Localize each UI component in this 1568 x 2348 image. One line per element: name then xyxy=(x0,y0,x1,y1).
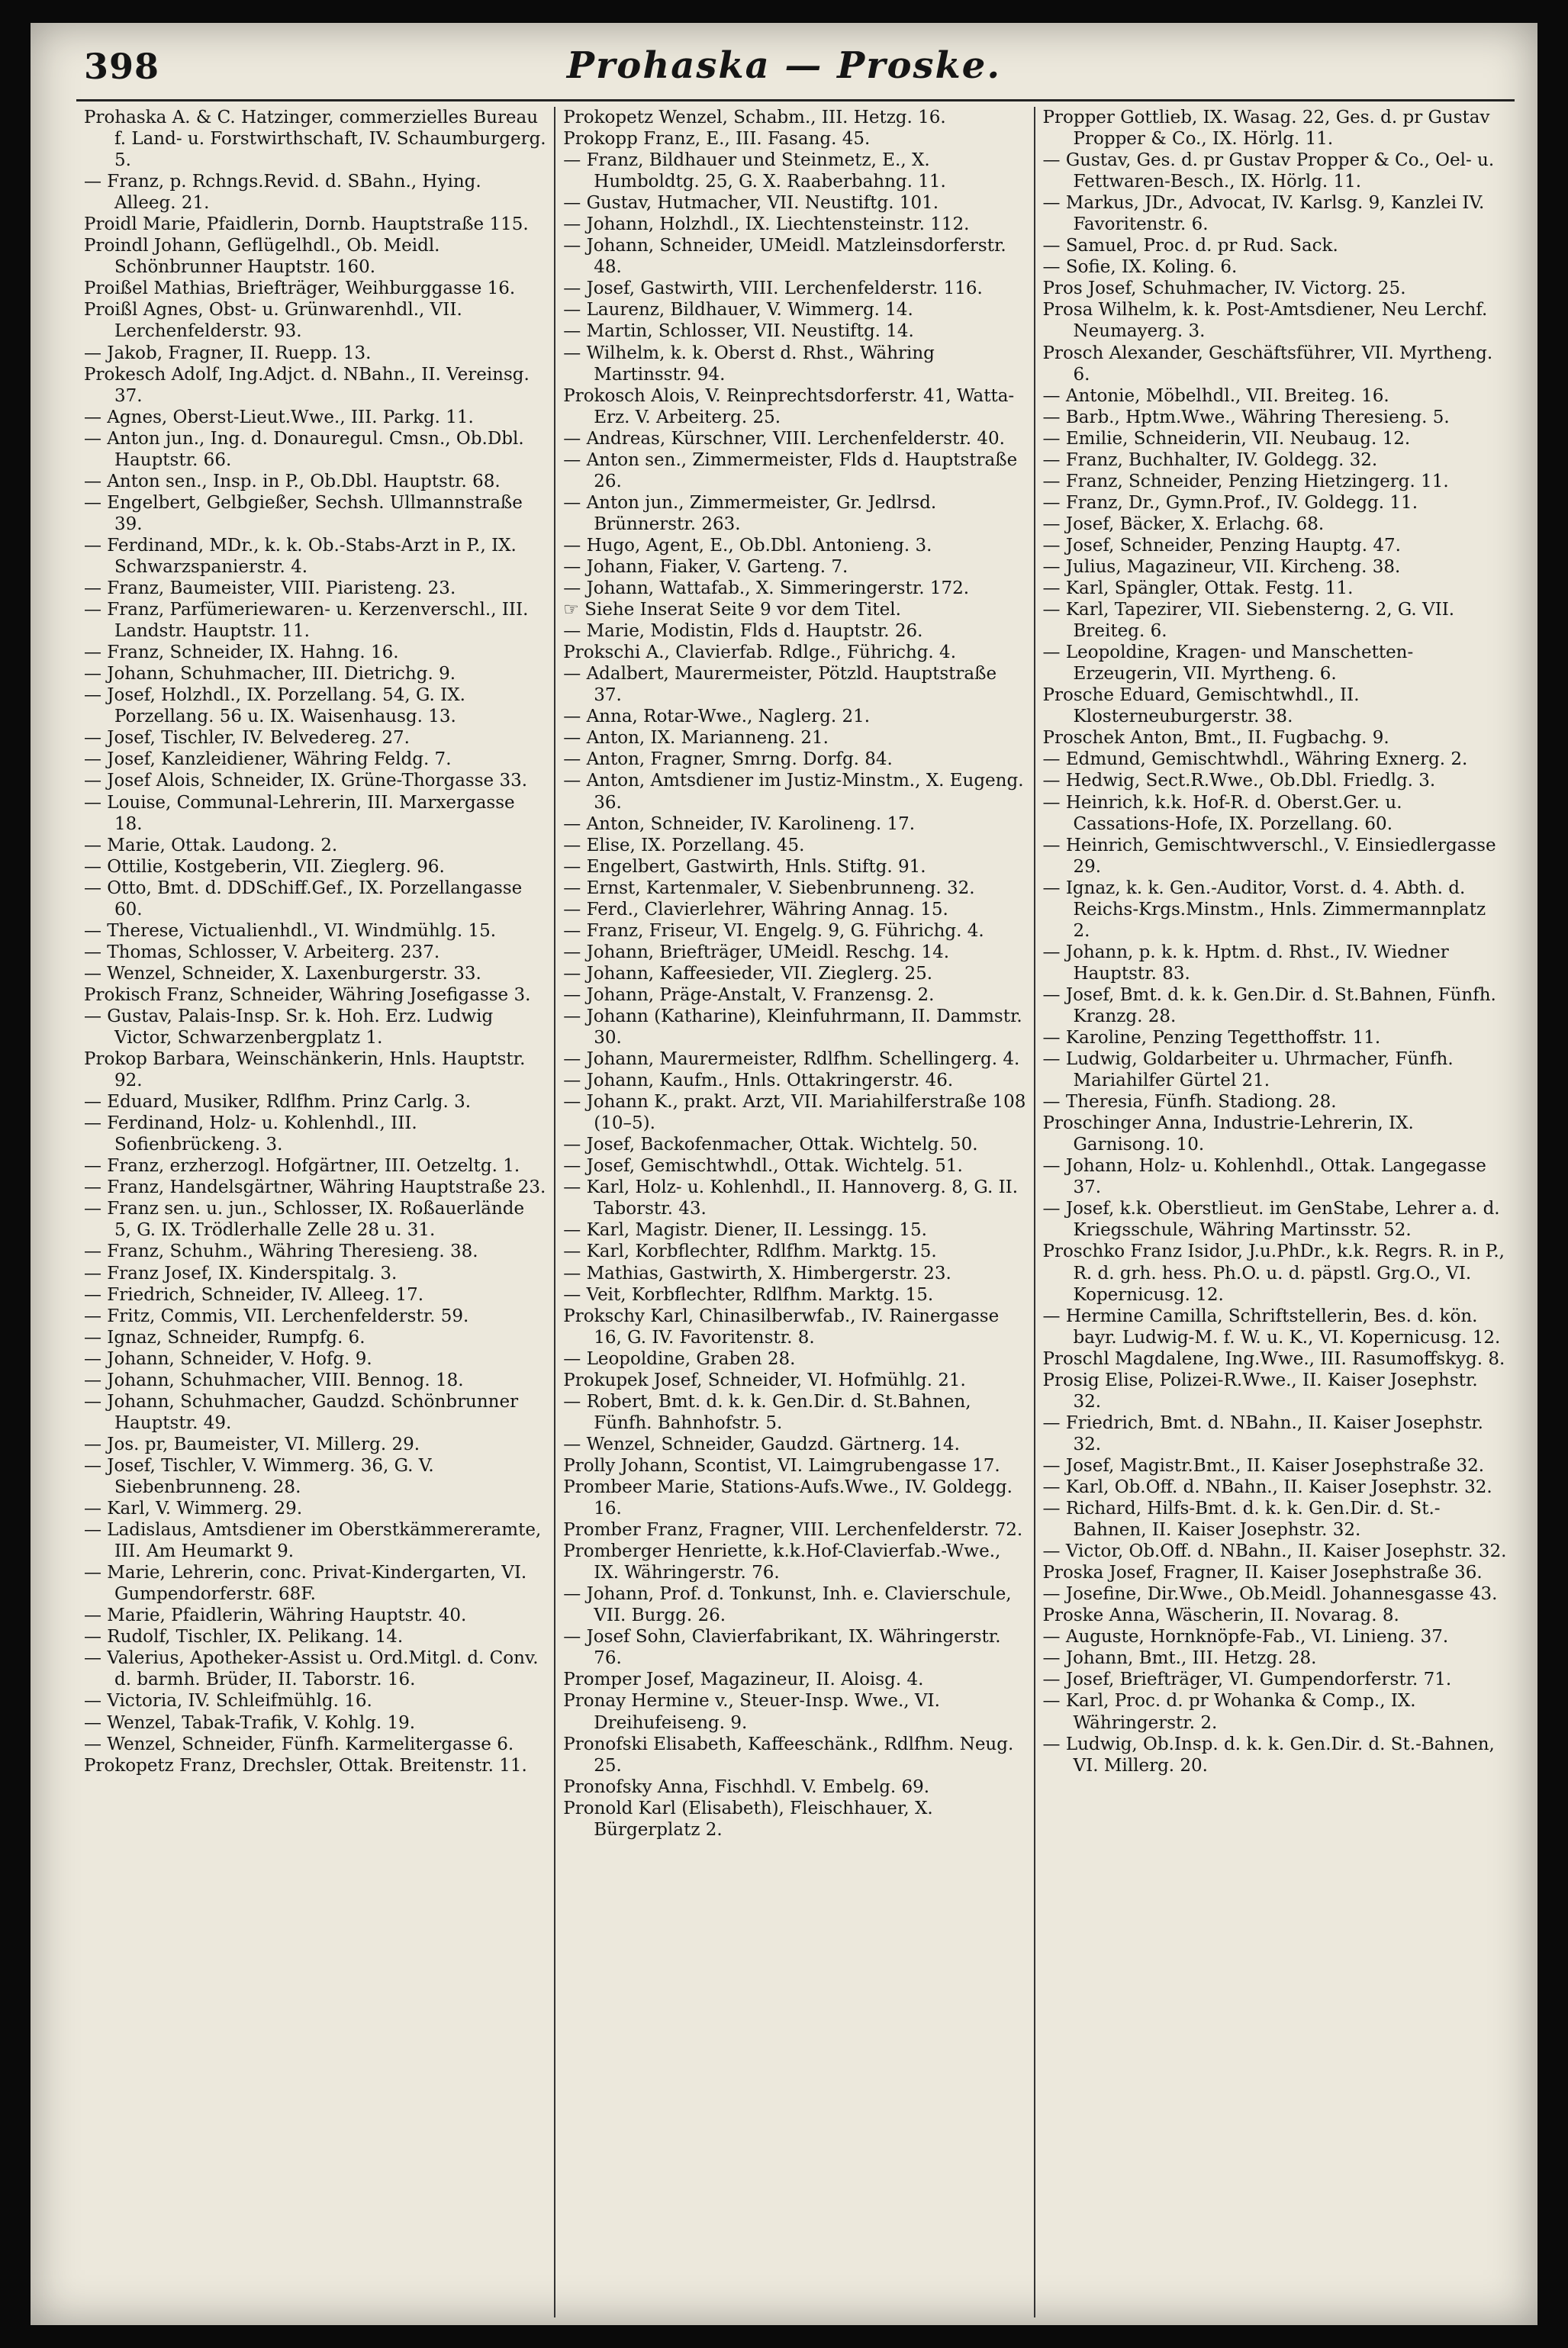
directory-entry: — Adalbert, Maurermeister, Pötzld. Hauptstraße 37. xyxy=(563,664,997,706)
directory-entry: — Franz Josef, IX. Kinderspitalg. 3. xyxy=(84,1263,398,1284)
directory-entry: Proindl Johann, Geflügelhdl., Ob. Meidl. Schönbrunner Hauptstr. 160. xyxy=(84,236,440,278)
directory-entry: — Antonie, Möbelhdl., VII. Breiteg. 16. xyxy=(1042,385,1389,406)
directory-entry: Pronofsky Anna, Fischhdl. V. Embelg. 69. xyxy=(563,1776,930,1797)
directory-entry: — Johann, Schuhmacher, III. Dietrichg. 9. xyxy=(84,664,456,684)
directory-entry: — Ignaz, k. k. Gen.-Auditor, Vorst. d. 4. Abth. d. Reichs-Krgs.Minstm., Hnls. Zimmermannplatz 2. xyxy=(1042,878,1486,941)
running-head: Prohaska — Proske. xyxy=(566,44,1002,87)
directory-entry: — Franz, Parfümeriewaren- u. Kerzenverschl., III. Landstr. Hauptstr. 11. xyxy=(84,600,529,642)
directory-entry: Prokop Barbara, Weinschänkerin, Hnls. Hauptstr. 92. xyxy=(84,1049,526,1091)
directory-entry: — Johann, Bmt., III. Hetzg. 28. xyxy=(1042,1648,1317,1669)
directory-entry: — Josef, Tischler, IV. Belvedereg. 27. xyxy=(84,728,410,749)
directory-entry: — Johann, Schuhmacher, Gaudzd. Schönbrunner Hauptstr. 49. xyxy=(84,1391,519,1433)
column-2 xyxy=(555,107,1035,2317)
directory-entry: — Sofie, IX. Koling. 6. xyxy=(1042,257,1238,278)
directory-entry: — Johann, Schneider, V. Hofg. 9. xyxy=(84,1348,372,1369)
directory-entry: — Martin, Schlosser, VII. Neustiftg. 14. xyxy=(563,321,914,342)
directory-entry: Prokopetz Wenzel, Schabm., III. Hetzg. 16. xyxy=(563,108,946,127)
directory-entry: — Anton jun., Ing. d. Donauregul. Cmsn., Ob.Dbl. Hauptstr. 66. xyxy=(84,428,524,470)
directory-entry: Prokisch Franz, Schneider, Währing Josefigasse 3. xyxy=(84,984,531,1005)
directory-entry: — Leopoldine, Graben 28. xyxy=(563,1348,796,1369)
directory-page xyxy=(31,23,1537,2325)
column-3 xyxy=(1035,107,1515,2317)
directory-entry: Promper Josef, Magazineur, II. Aloisg. 4. xyxy=(563,1670,924,1690)
directory-entry: — Josef, Gemischtwhdl., Ottak. Wichtelg. 51. xyxy=(563,1156,963,1177)
directory-entry: — Ignaz, Schneider, Rumpfg. 6. xyxy=(84,1327,365,1348)
directory-entry: — Markus, JDr., Advocat, IV. Karlsg. 9, Kanzlei IV. Favoritenstr. 6. xyxy=(1042,193,1485,235)
directory-entry: Promberger Henriette, k.k.Hof-Clavierfab.-Wwe., IX. Währingerstr. 76. xyxy=(563,1541,1001,1583)
header-rule xyxy=(76,99,1515,101)
directory-entry: — Victoria, IV. Schleifmühlg. 16. xyxy=(84,1691,372,1712)
directory-entry: — Hermine Camilla, Schriftstellerin, Bes. d. kön. bayr. Ludwig-M. f. W. u. K., VI. Kopernicusg. 12. xyxy=(1042,1306,1501,1348)
directory-entry: Prombeer Marie, Stations-Aufs.Wwe., IV. Goldegg. 16. xyxy=(563,1477,1013,1519)
directory-entry: — Franz, Schuhm., Währing Theresieng. 38. xyxy=(84,1242,478,1262)
directory-entry: — Karl, Korbflechter, Rdlfhm. Marktg. 15. xyxy=(563,1242,937,1262)
directory-entry: — Fritz, Commis, VII. Lerchenfelderstr. 59. xyxy=(84,1306,469,1326)
directory-entry: — Wenzel, Tabak-Trafik, V. Kohlg. 19. xyxy=(84,1712,416,1733)
directory-entry: — Johann, Wattafab., X. Simmeringerstr. 172. xyxy=(563,578,970,599)
directory-entry: — Josef, Magistr.Bmt., II. Kaiser Josephstraße 32. xyxy=(1042,1455,1485,1476)
directory-entry: — Eduard, Musiker, Rdlfhm. Prinz Carlg. 3. xyxy=(84,1092,472,1113)
directory-entry: Prosch Alexander, Geschäftsführer, VII. Myrtheng. 6. xyxy=(1042,343,1493,385)
directory-entry: — Johann, Fiaker, V. Garteng. 7. xyxy=(563,556,848,577)
directory-entry: — Victor, Ob.Off. d. NBahn., II. Kaiser Josephstr. 32. xyxy=(1042,1541,1507,1562)
directory-entry: — Julius, Magazineur, VII. Kircheng. 38. xyxy=(1042,556,1401,577)
directory-entry: — Jos. pr, Baumeister, VI. Millerg. 29. xyxy=(84,1434,420,1454)
directory-entry: Proißl Agnes, Obst- u. Grünwarenhdl., VII. Lerchenfelderstr. 93. xyxy=(84,300,462,342)
directory-entry: — Franz, Dr., Gymn.Prof., IV. Goldegg. 11. xyxy=(1042,492,1418,513)
directory-entry: Pros Josef, Schuhmacher, IV. Victorg. 25. xyxy=(1042,279,1406,299)
directory-entry: — Franz, Buchhalter, IV. Goldegg. 32. xyxy=(1042,449,1378,470)
directory-entry: Propper Gottlieb, IX. Wasag. 22, Ges. d. pr Gustav Propper & Co., IX. Hörlg. 11. xyxy=(1042,108,1490,150)
directory-entry: — Gustav, Ges. d. pr Gustav Propper & Co., Oel- u. Fettwaren-Besch., IX. Hörlg. 11. xyxy=(1042,150,1495,192)
directory-entry: Pronold Karl (Elisabeth), Fleischhauer, X. Bürgerplatz 2. xyxy=(563,1798,933,1840)
directory-entry: Prokschi A., Clavierfab. Rdlge., Führichg. 4. xyxy=(563,643,957,663)
directory-entry: — Friedrich, Schneider, IV. Alleeg. 17. xyxy=(84,1284,424,1305)
directory-entry: — Engelbert, Gelbgießer, Sechsh. Ullmannstraße 39. xyxy=(84,492,523,534)
directory-entry: — Jakob, Fragner, II. Ruepp. 13. xyxy=(84,343,372,363)
directory-entry: — Richard, Hilfs-Bmt. d. k. k. Gen.Dir. d. St.-Bahnen, II. Kaiser Josephstr. 32. xyxy=(1042,1499,1441,1541)
directory-entry: Proschko Franz Isidor, J.u.PhDr., k.k. Regrs. R. in P., R. d. grh. hess. Ph.O. u. d. päpstl. Grg.O., VI. Kopernicusg. 12. xyxy=(1042,1242,1505,1305)
page-header xyxy=(31,23,1537,107)
directory-entry: — Leopoldine, Kragen- und Manschetten-Erzeugerin, VII. Myrtheng. 6. xyxy=(1042,643,1414,684)
directory-entry: — Anna, Rotar-Wwe., Naglerg. 21. xyxy=(563,707,871,727)
directory-entry: Prokupek Josef, Schneider, VI. Hofmühlg. 21. xyxy=(563,1370,966,1390)
directory-entry: — Heinrich, k.k. Hof-R. d. Oberst.Ger. u. Cassations-Hofe, IX. Porzellang. 60. xyxy=(1042,792,1402,834)
directory-entry: — Edmund, Gemischtwhdl., Währing Exnerg. 2. xyxy=(1042,749,1468,770)
directory-entry: Proschinger Anna, Industrie-Lehrerin, IX. Garnisong. 10. xyxy=(1042,1113,1414,1155)
directory-entry: — Ladislaus, Amtsdiener im Oberstkämmereramte, III. Am Heumarkt 9. xyxy=(84,1520,542,1562)
directory-entry: — Josef, Holzhdl., IX. Porzellang. 54, G. IX. Porzellang. 56 u. IX. Waisenhausg. 13. xyxy=(84,685,465,727)
directory-entry: — Samuel, Proc. d. pr Rud. Sack. xyxy=(1042,236,1338,256)
directory-entry: — Josef Alois, Schneider, IX. Grüne-Thorgasse 33. xyxy=(84,771,528,791)
directory-entry: — Marie, Modistin, Flds d. Hauptstr. 26. xyxy=(563,621,923,642)
directory-entry: — Ferd., Clavierlehrer, Währing Annag. 15. xyxy=(563,899,948,920)
directory-entry: — Hugo, Agent, E., Ob.Dbl. Antonieng. 3. xyxy=(563,535,932,556)
directory-entry: Pronofski Elisabeth, Kaffeeschänk., Rdlfhm. Neug. 25. xyxy=(563,1734,1014,1776)
directory-entry: — Franz sen. u. jun., Schlosser, IX. Roßauerlände 5, G. IX. Trödlerhalle Zelle 28 u. 31. xyxy=(84,1199,525,1241)
directory-entry: — Anton sen., Zimmermeister, Flds d. Hauptstraße 26. xyxy=(563,449,1018,491)
directory-entry: Prokopp Franz, E., III. Fasang. 45. xyxy=(563,129,871,150)
directory-entry: — Therese, Victualienhdl., VI. Windmühlg. 15. xyxy=(84,920,497,941)
directory-entry: — Mathias, Gastwirth, X. Himbergerstr. 23. xyxy=(563,1263,951,1284)
directory-entry: — Karoline, Penzing Tegetthoffstr. 11. xyxy=(1042,1028,1381,1048)
directory-entry: — Franz, Handelsgärtner, Währing Hauptstraße 23. xyxy=(84,1177,546,1198)
directory-entry: — Wenzel, Schneider, Gaudzd. Gärtnerg. 14. xyxy=(563,1434,960,1454)
directory-entry: — Robert, Bmt. d. k. k. Gen.Dir. d. St.Bahnen, Fünfh. Bahnhofstr. 5. xyxy=(563,1391,971,1433)
directory-entry: — Marie, Lehrerin, conc. Privat-Kindergarten, VI. Gumpendorferstr. 68F. xyxy=(84,1563,527,1605)
directory-entry: — Josef, Tischler, V. Wimmerg. 36, G. V. Siebenbrunneng. 28. xyxy=(84,1455,434,1497)
directory-entry: Proißel Mathias, Briefträger, Weihburggasse 16. xyxy=(84,279,516,299)
directory-entry: — Wilhelm, k. k. Oberst d. Rhst., Währing Martinsstr. 94. xyxy=(563,343,935,385)
directory-entry: — Josef, Bmt. d. k. k. Gen.Dir. d. St.Bahnen, Fünfh. Kranzg. 28. xyxy=(1042,984,1496,1026)
directory-entry: — Marie, Pfaidlerin, Währing Hauptstr. 40. xyxy=(84,1606,467,1626)
directory-entry: — Anton, Schneider, IV. Karolineng. 17. xyxy=(563,813,916,834)
directory-entry: ☞ Siehe Inserat Seite 9 vor dem Titel. xyxy=(563,600,901,620)
directory-entry: Prohaska A. & C. Hatzinger, commerzielles Bureau f. Land- u. Forstwirthschaft, IV. Schaumburgerg. 5. xyxy=(84,108,546,171)
directory-entry: — Wenzel, Schneider, X. Laxenburgerstr. 33. xyxy=(84,963,481,984)
directory-entry: — Heinrich, Gemischtwverschl., V. Einsiedlergasse 29. xyxy=(1042,835,1496,877)
directory-entry: — Johann, Maurermeister, Rdlfhm. Schellingerg. 4. xyxy=(563,1049,1020,1070)
directory-entry: — Ludwig, Ob.Insp. d. k. k. Gen.Dir. d. St.-Bahnen, VI. Millerg. 20. xyxy=(1042,1734,1495,1776)
directory-entry: — Johann K., prakt. Arzt, VII. Mariahilferstraße 108 (10–5). xyxy=(563,1092,1026,1134)
directory-entry: — Josef, Schneider, Penzing Hauptg. 47. xyxy=(1042,535,1401,556)
directory-entry: — Rudolf, Tischler, IX. Pelikang. 14. xyxy=(84,1627,404,1647)
directory-entry: — Johann, Schneider, UMeidl. Matzleinsdorferstr. 48. xyxy=(563,236,1006,278)
directory-entry: Prolly Johann, Scontist, VI. Laimgrubengasse 17. xyxy=(563,1455,1000,1476)
directory-entry: Prosa Wilhelm, k. k. Post-Amtsdiener, Neu Lerchf. Neumayerg. 3. xyxy=(1042,300,1488,342)
directory-entry: — Anton, IX. Marianneng. 21. xyxy=(563,728,829,749)
directory-entry: — Andreas, Kürschner, VIII. Lerchenfelderstr. 40. xyxy=(563,428,1005,449)
directory-entry: — Johann, Kaufm., Hnls. Ottakringerstr. 46. xyxy=(563,1071,954,1091)
column-1 xyxy=(76,107,555,2317)
directory-entry: — Josef, Briefträger, VI. Gumpendorferstr. 71. xyxy=(1042,1670,1452,1690)
directory-entry: — Auguste, Hornknöpfe-Fab., VI. Linieng. 37. xyxy=(1042,1627,1449,1647)
directory-entry: — Hedwig, Sect.R.Wwe., Ob.Dbl. Friedlg. 3. xyxy=(1042,771,1436,791)
directory-entry: Prosig Elise, Polizei-R.Wwe., II. Kaiser Josephstr. 32. xyxy=(1042,1370,1478,1412)
directory-entry: — Franz, Baumeister, VIII. Piaristeng. 23. xyxy=(84,578,456,599)
directory-entry: — Josef, Backofenmacher, Ottak. Wichtelg. 50. xyxy=(563,1135,978,1155)
directory-entry: — Johann, Kaffeesieder, VII. Zieglerg. 25. xyxy=(563,963,933,984)
directory-entry: — Wenzel, Schneider, Fünfh. Karmelitergasse 6. xyxy=(84,1734,514,1754)
directory-entry: — Theresia, Fünfh. Stadiong. 28. xyxy=(1042,1092,1337,1113)
directory-entry: — Karl, Holz- u. Kohlenhdl., II. Hannoverg. 8, G. II. Taborstr. 43. xyxy=(563,1177,1019,1219)
directory-entry: — Josef Sohn, Clavierfabrikant, IX. Währingerstr. 76. xyxy=(563,1627,1001,1669)
directory-entry: — Johann, Prof. d. Tonkunst, Inh. e. Clavierschule, VII. Burgg. 26. xyxy=(563,1584,1012,1626)
directory-entry: Proschek Anton, Bmt., II. Fugbachg. 9. xyxy=(1042,728,1389,749)
directory-entry: — Ludwig, Goldarbeiter u. Uhrmacher, Fünfh. Mariahilfer Gürtel 21. xyxy=(1042,1049,1454,1091)
directory-entry: — Anton jun., Zimmermeister, Gr. Jedlrsd. Brünnerstr. 263. xyxy=(563,492,937,534)
directory-entry: — Karl, Magistr. Diener, II. Lessingg. 15. xyxy=(563,1220,927,1241)
directory-entry: Prokesch Adolf, Ing.Adjct. d. NBahn., II. Vereinsg. 37. xyxy=(84,364,530,406)
directory-entry: — Ferdinand, Holz- u. Kohlenhdl., III. Sofienbrückeng. 3. xyxy=(84,1113,417,1155)
directory-entry: — Louise, Communal-Lehrerin, III. Marxergasse 18. xyxy=(84,792,515,834)
directory-entry: — Johann, Holzhdl., IX. Liechtensteinstr. 112. xyxy=(563,214,970,235)
directory-entry: — Veit, Korbflechter, Rdlfhm. Marktg. 15. xyxy=(563,1284,934,1305)
directory-entry: — Johann, Briefträger, UMeidl. Reschg. 14. xyxy=(563,942,950,962)
directory-entry: — Anton sen., Insp. in P., Ob.Dbl. Hauptstr. 68. xyxy=(84,471,501,491)
directory-entry: — Josef, k.k. Oberstlieut. im GenStabe, Lehrer a. d. Kriegsschule, Währing Martinsstr. 52. xyxy=(1042,1199,1500,1241)
directory-entry: — Johann, Präge-Anstalt, V. Franzensg. 2. xyxy=(563,984,935,1005)
directory-entry: — Elise, IX. Porzellang. 45. xyxy=(563,835,805,855)
directory-entry: — Josef, Kanzleidiener, Währing Feldg. 7. xyxy=(84,749,452,770)
directory-entry: Pronay Hermine v., Steuer-Insp. Wwe., VI. Dreihufeiseng. 9. xyxy=(563,1691,940,1733)
directory-entry: Proska Josef, Fragner, II. Kaiser Josephstraße 36. xyxy=(1042,1563,1483,1583)
directory-entry: — Franz, p. Rchngs.Revid. d. SBahn., Hying. Alleeg. 21. xyxy=(84,172,481,214)
directory-entry: Prokopetz Franz, Drechsler, Ottak. Breitenstr. 11. xyxy=(84,1755,527,1776)
directory-entry: — Johann, Schuhmacher, VIII. Bennog. 18. xyxy=(84,1370,464,1390)
directory-entry: — Anton, Amtsdiener im Justiz-Minstm., X. Eugeng. 36. xyxy=(563,771,1024,813)
directory-entry: — Franz, Bildhauer und Steinmetz, E., X. Humboldtg. 25, G. X. Raaberbahng. 11. xyxy=(563,150,946,192)
directory-entry: — Karl, Tapezirer, VII. Siebensterng. 2, G. VII. Breiteg. 6. xyxy=(1042,600,1455,642)
directory-entry: — Ottilie, Kostgeberin, VII. Zieglerg. 96. xyxy=(84,856,445,877)
directory-entry: Prokosch Alois, V. Reinprechtsdorferstr. 41, Watta-Erz. V. Arbeiterg. 25. xyxy=(563,385,1015,427)
directory-entry: — Johann (Katharine), Kleinfuhrmann, II. Dammstr. 30. xyxy=(563,1006,1022,1048)
directory-entry: — Gustav, Hutmacher, VII. Neustiftg. 101. xyxy=(563,193,939,214)
directory-entry: — Thomas, Schlosser, V. Arbeiterg. 237. xyxy=(84,942,440,962)
directory-entry: — Barb., Hptm.Wwe., Währing Theresieng. 5. xyxy=(1042,407,1450,427)
directory-entry: — Ernst, Kartenmaler, V. Siebenbrunneng. 32. xyxy=(563,878,975,898)
columns xyxy=(76,107,1515,2317)
directory-entry: Promber Franz, Fragner, VIII. Lerchenfelderstr. 72. xyxy=(563,1520,1023,1541)
directory-entry: — Josefine, Dir.Wwe., Ob.Meidl. Johannesgasse 43. xyxy=(1042,1584,1498,1605)
directory-entry: — Laurenz, Bildhauer, V. Wimmerg. 14. xyxy=(563,300,913,320)
directory-entry: — Karl, V. Wimmerg. 29. xyxy=(84,1499,303,1519)
directory-entry: — Johann, p. k. k. Hptm. d. Rhst., IV. Wiedner Hauptstr. 83. xyxy=(1042,942,1449,984)
directory-entry: — Franz, Schneider, IX. Hahng. 16. xyxy=(84,643,399,663)
directory-entry: — Franz, Friseur, VI. Engelg. 9, G. Führichg. 4. xyxy=(563,920,984,941)
directory-entry: — Karl, Spängler, Ottak. Festg. 11. xyxy=(1042,578,1354,599)
directory-entry: — Ferdinand, MDr., k. k. Ob.-Stabs-Arzt in P., IX. Schwarzspanierstr. 4. xyxy=(84,535,517,577)
directory-entry: — Otto, Bmt. d. DDSchiff.Gef., IX. Porzellangasse 60. xyxy=(84,878,523,920)
directory-entry: — Franz, erzherzogl. Hofgärtner, III. Oetzeltg. 1. xyxy=(84,1156,520,1177)
directory-entry: — Friedrich, Bmt. d. NBahn., II. Kaiser Josephstr. 32. xyxy=(1042,1412,1483,1454)
directory-entry: — Johann, Holz- u. Kohlenhdl., Ottak. Langegasse 37. xyxy=(1042,1156,1486,1198)
directory-entry: — Karl, Ob.Off. d. NBahn., II. Kaiser Josephstr. 32. xyxy=(1042,1477,1492,1497)
directory-entry: — Josef, Gastwirth, VIII. Lerchenfelderstr. 116. xyxy=(563,279,983,299)
directory-entry: Proske Anna, Wäscherin, II. Novarag. 8. xyxy=(1042,1606,1399,1626)
directory-entry: — Engelbert, Gastwirth, Hnls. Stiftg. 91. xyxy=(563,856,926,877)
directory-entry: Prokschy Karl, Chinasilberwfab., IV. Rainergasse 16, G. IV. Favoritenstr. 8. xyxy=(563,1306,1000,1348)
directory-entry: — Agnes, Oberst-Lieut.Wwe., III. Parkg. 11. xyxy=(84,407,474,427)
directory-entry: Prosche Eduard, Gemischtwhdl., II. Klosterneuburgerstr. 38. xyxy=(1042,685,1360,727)
directory-entry: — Josef, Bäcker, X. Erlachg. 68. xyxy=(1042,514,1325,534)
directory-entry: — Karl, Proc. d. pr Wohanka & Comp., IX. Währingerstr. 2. xyxy=(1042,1691,1416,1733)
directory-entry: — Marie, Ottak. Laudong. 2. xyxy=(84,835,338,855)
directory-entry: Proidl Marie, Pfaidlerin, Dornb. Hauptstraße 115. xyxy=(84,214,529,235)
directory-entry: — Franz, Schneider, Penzing Hietzingerg. 11. xyxy=(1042,471,1449,491)
directory-entry: — Emilie, Schneiderin, VII. Neubaug. 12. xyxy=(1042,428,1411,449)
directory-entry: — Gustav, Palais-Insp. Sr. k. Hoh. Erz. Ludwig Victor, Schwarzenbergplatz 1. xyxy=(84,1006,494,1048)
page-number: 398 xyxy=(84,46,160,87)
directory-entry: — Anton, Fragner, Smrng. Dorfg. 84. xyxy=(563,749,893,770)
directory-entry: — Valerius, Apotheker-Assist u. Ord.Mitgl. d. Conv. d. barmh. Brüder, II. Taborstr. 16. xyxy=(84,1648,539,1690)
directory-entry: Proschl Magdalene, Ing.Wwe., III. Rasumoffskyg. 8. xyxy=(1042,1348,1505,1369)
